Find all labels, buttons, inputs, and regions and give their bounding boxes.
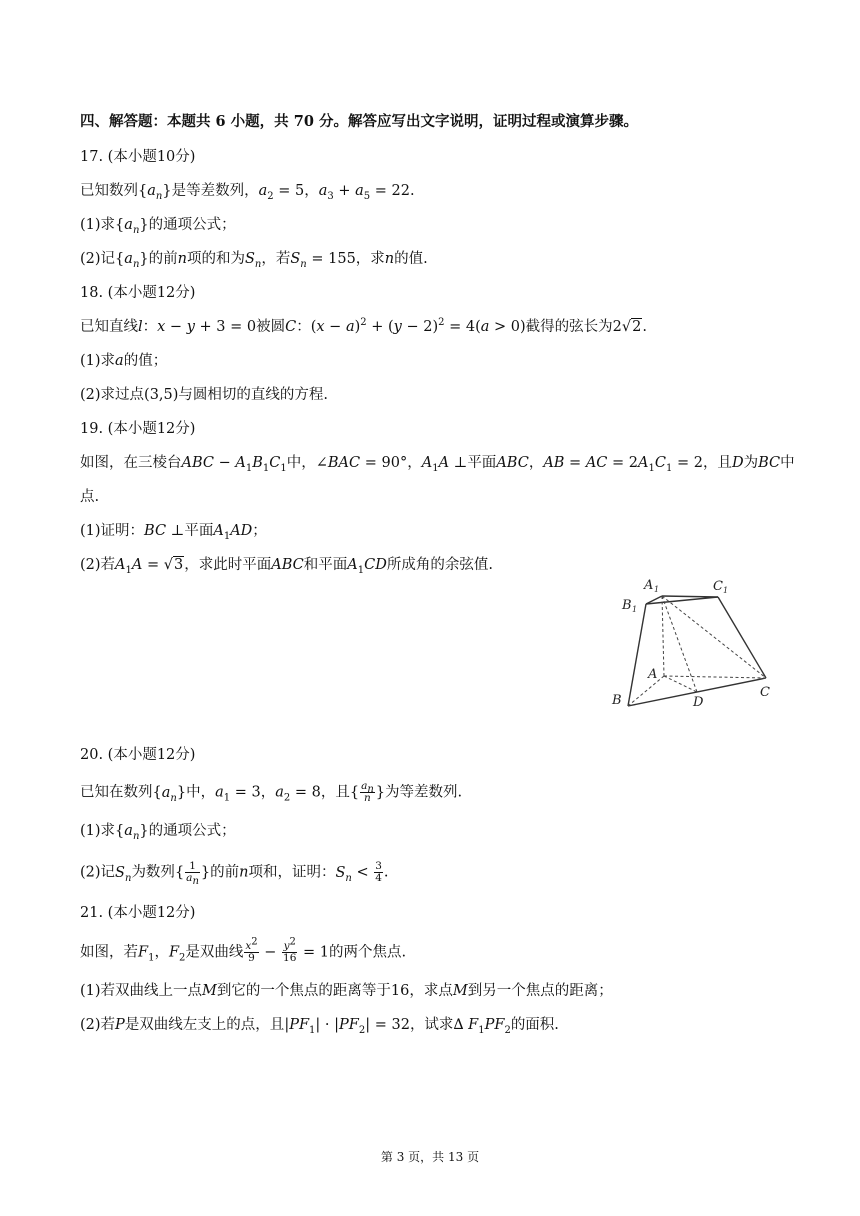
problem-20-q2: (2)记$S_n$为数列{ $\frac{1}{a_n}$ }的前n项和，证明：$S_n$ < $\frac{3}{4}$ . bbox=[80, 860, 389, 888]
label-c1-sub: 1 bbox=[723, 586, 729, 595]
problem-21-header: 21. (本小题12分) bbox=[80, 905, 196, 921]
problem-18-stem: 已知直线l：x − y + 3 = 0被圆C：$(x - a)^2 + (y - 2)^2 = 4(a > 0)$截得的弦长为2√2. bbox=[80, 317, 647, 335]
problem-17-header: 17. (本小题10分) bbox=[80, 149, 196, 165]
problem-19-q1: (1)证明：BC ⊥平面$A_1AD$； bbox=[80, 523, 267, 542]
label-a1: A bbox=[644, 578, 654, 593]
edge-a1-a bbox=[662, 596, 664, 676]
edge-a-d bbox=[664, 676, 697, 692]
problem-17-q2: (2)记$\{a_n\}$的前n项的和为$S_n$，若$S_n = 155$，求n的值. bbox=[80, 251, 428, 270]
problem-18-header: 18. (本小题12分) bbox=[80, 285, 196, 301]
problem-21-q2: (2)若P是双曲线左支上的点，且$|PF_1| \cdot |PF_2| = 32$，试求∆ $F_1PF_2$的面积. bbox=[80, 1017, 559, 1036]
label-c: C bbox=[760, 685, 770, 700]
frustum-figure bbox=[608, 572, 784, 712]
label-b1: B bbox=[622, 598, 632, 613]
edge-a-b bbox=[628, 676, 664, 706]
problem-17-q1: (1)求$\{a_n\}$的通项公式； bbox=[80, 217, 236, 236]
edge-a1-c bbox=[662, 596, 766, 678]
problem-20-stem: 已知在数列$\{a_n\}$中，$a_1 = 3$，$a_2 = 8$，且{ $\frac{a_n}{n}$ }为等差数列. bbox=[80, 780, 463, 804]
edge-c1-c bbox=[718, 597, 766, 678]
label-b: B bbox=[612, 693, 622, 708]
problem-21-stem: 如图，若$F_1$，$F_2$是双曲线 $\frac{x^2}{9}$ − $\frac{y^2}{16}$ = 1的两个焦点. bbox=[80, 936, 407, 964]
section-title: 四、解答题：本题共 6 小题，共 70 分。解答应写出文字说明，证明过程或演算步骤。 bbox=[80, 113, 638, 130]
problem-20-q1: (1)求$\{a_n\}$的通项公式； bbox=[80, 823, 236, 842]
edge-a1-c1 bbox=[662, 596, 718, 597]
problem-19-header: 19. (本小题12分) bbox=[80, 421, 196, 437]
label-b1-sub: 1 bbox=[632, 605, 638, 614]
label-a: A bbox=[648, 667, 658, 682]
problem-20-header: 20. (本小题12分) bbox=[80, 747, 196, 763]
label-d: D bbox=[693, 695, 704, 710]
label-a1-sub: 1 bbox=[654, 585, 660, 594]
problem-18-q1: (1)求a的值； bbox=[80, 353, 168, 369]
problem-21-q1: (1)若双曲线上一点M到它的一个焦点的距离等于16，求点M到另一个焦点的距离； bbox=[80, 983, 613, 999]
edge-a-c bbox=[664, 676, 766, 678]
problem-19-stem: 如图，在三棱台ABC − $A_1B_1C_1$中，∠BAC = 90°，$A_1A$ ⊥平面ABC，AB = AC = $2A_1C_1 = 2$，且D为BC中 bbox=[80, 455, 795, 474]
edge-b1-b bbox=[628, 604, 646, 706]
problem-19-q2: (2)若$A_1A = √3$，求此时平面ABC和平面$A_1CD$所成角的余弦值. bbox=[80, 557, 493, 576]
problem-17-stem: 已知数列$\{a_n\}$是等差数列，$a_2 = 5$，$a_3 + a_5 = 22$. bbox=[80, 183, 415, 202]
problem-19-stem-cont: 点. bbox=[80, 489, 100, 505]
problem-18-q2: (2)求过点(3,5)与圆相切的直线的方程. bbox=[80, 387, 329, 403]
label-c1: C bbox=[713, 579, 723, 594]
page-footer: 第 3 页，共 13 页 bbox=[380, 1150, 480, 1164]
